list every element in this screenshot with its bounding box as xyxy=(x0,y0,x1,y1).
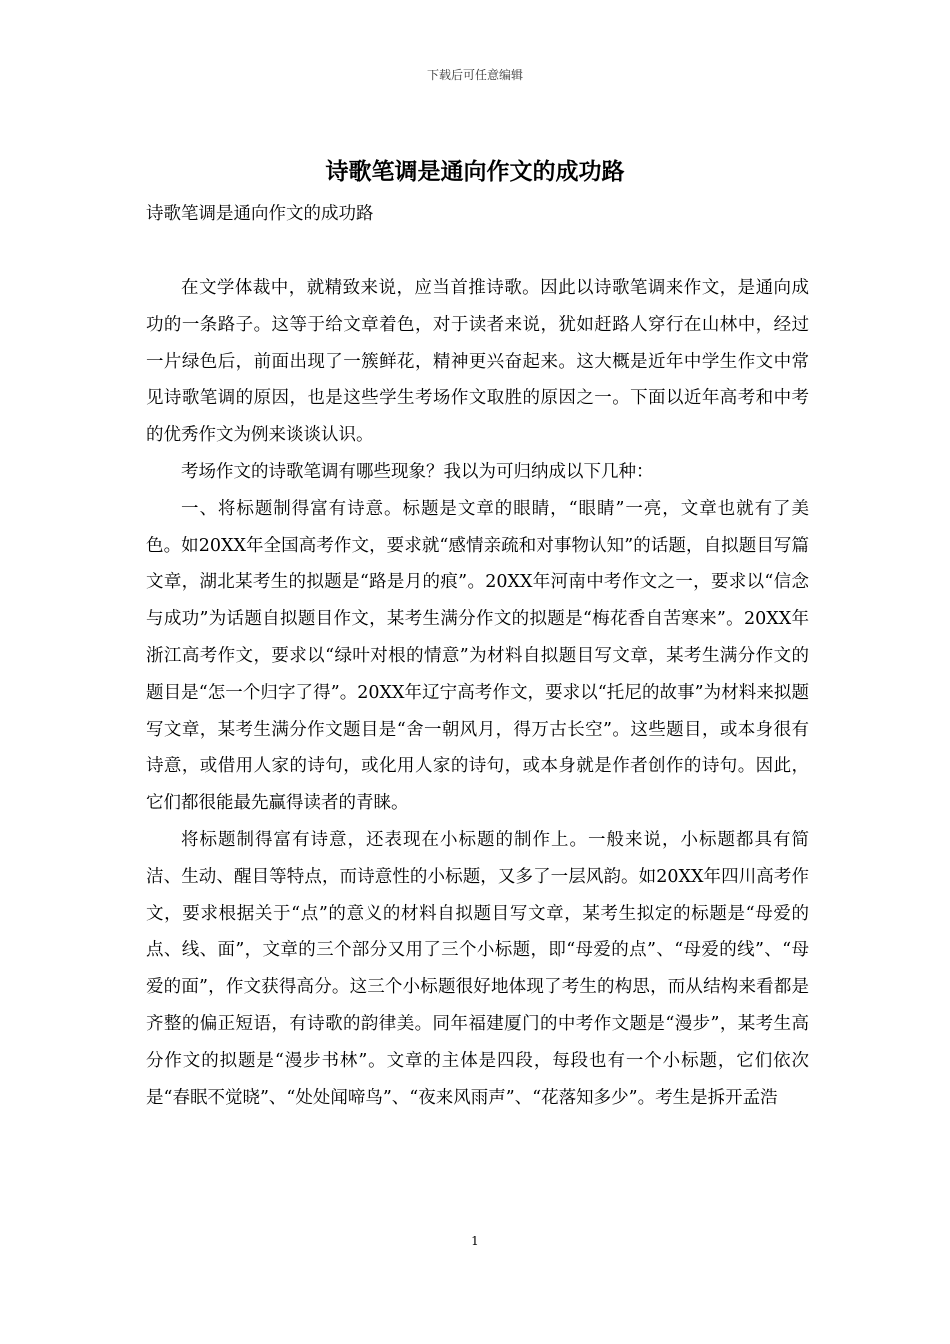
document-title: 诗歌笔调是通向作文的成功路 xyxy=(325,158,625,185)
paragraph: 在文学体裁中，就精致来说，应当首推诗歌。因此以诗歌笔调来作文，是通向成功的一条路子。这等于给文章着色，对于读者来说，犹如赶路人穿行在山林中，经过一片绿色后，前面出现了一簇鲜花，精神更兴奋起来。这大概是近年中学生作文中常见诗歌笔调的原因，也是这些学生考场作文取胜的原因之一。下面以近年高考和中考的优秀作文为例来谈谈认识。 xyxy=(146,278,809,446)
header-note: 下载后可任意编辑 xyxy=(426,68,523,82)
paragraph: 将标题制得富有诗意，还表现在小标题的制作上。一般来说，小标题都具有简洁、生动、醒目等特点，而诗意性的小标题，又多了一层风韵。如20XX年四川高考作文，要求根据关于“点”的意义的材料自拟题目写文章，某考生拟定的标题是“母爱的点、线、面”，文章的三个部分又用了三个小标题，即“母爱的点”、“母爱的线”、“母爱的面”，作文获得高分。这三个小标题很好地体现了考生的构思，而从结构来看都是齐整的偏正短语，有诗歌的韵律美。同年福建厦门的中考作文题是“漫步”，某考生高分作文的拟题是“漫步书林”。文章的主体是四段，每段也有一个小标题，它们依次是“春眠不觉晓”、“处处闻啼鸟”、“夜来风雨声”、“花落知多少”。考生是拆开孟浩 xyxy=(146,829,809,1108)
paragraph: 考场作文的诗歌笔调有哪些现象？我以为可归纳成以下几种： xyxy=(181,461,654,482)
document-body xyxy=(146,270,809,1116)
page-number: 1 xyxy=(471,1234,479,1248)
paragraph: 一、将标题制得富有诗意。标题是文章的眼睛，“眼睛”一亮，文章也就有了美色。如20XX年全国高考作文，要求就“感情亲疏和对事物认知”的话题，自拟题目写篇文章，湖北某考生的拟题是“路是月的痕”。20XX年河南中考作文之一，要求以“信念与成功”为话题自拟题目作文，某考生满分作文的拟题是“梅花香自苦寒来”。20XX年浙江高考作文，要求以“绿叶对根的情意”为材料自拟题目写文章，某考生满分作文的题目是“怎一个归字了得”。20XX年辽宁高考作文，要求以“托尼的故事”为材料来拟题写文章，某考生满分作文题目是“舍一朝风月，得万古长空”。这些题目，或本身很有诗意，或借用人家的诗句，或化用人家的诗句，或本身就是作者创作的诗句。因此，它们都很能最先赢得读者的青睐。 xyxy=(146,498,809,814)
document-subtitle: 诗歌笔调是通向作文的成功路 xyxy=(146,204,374,224)
